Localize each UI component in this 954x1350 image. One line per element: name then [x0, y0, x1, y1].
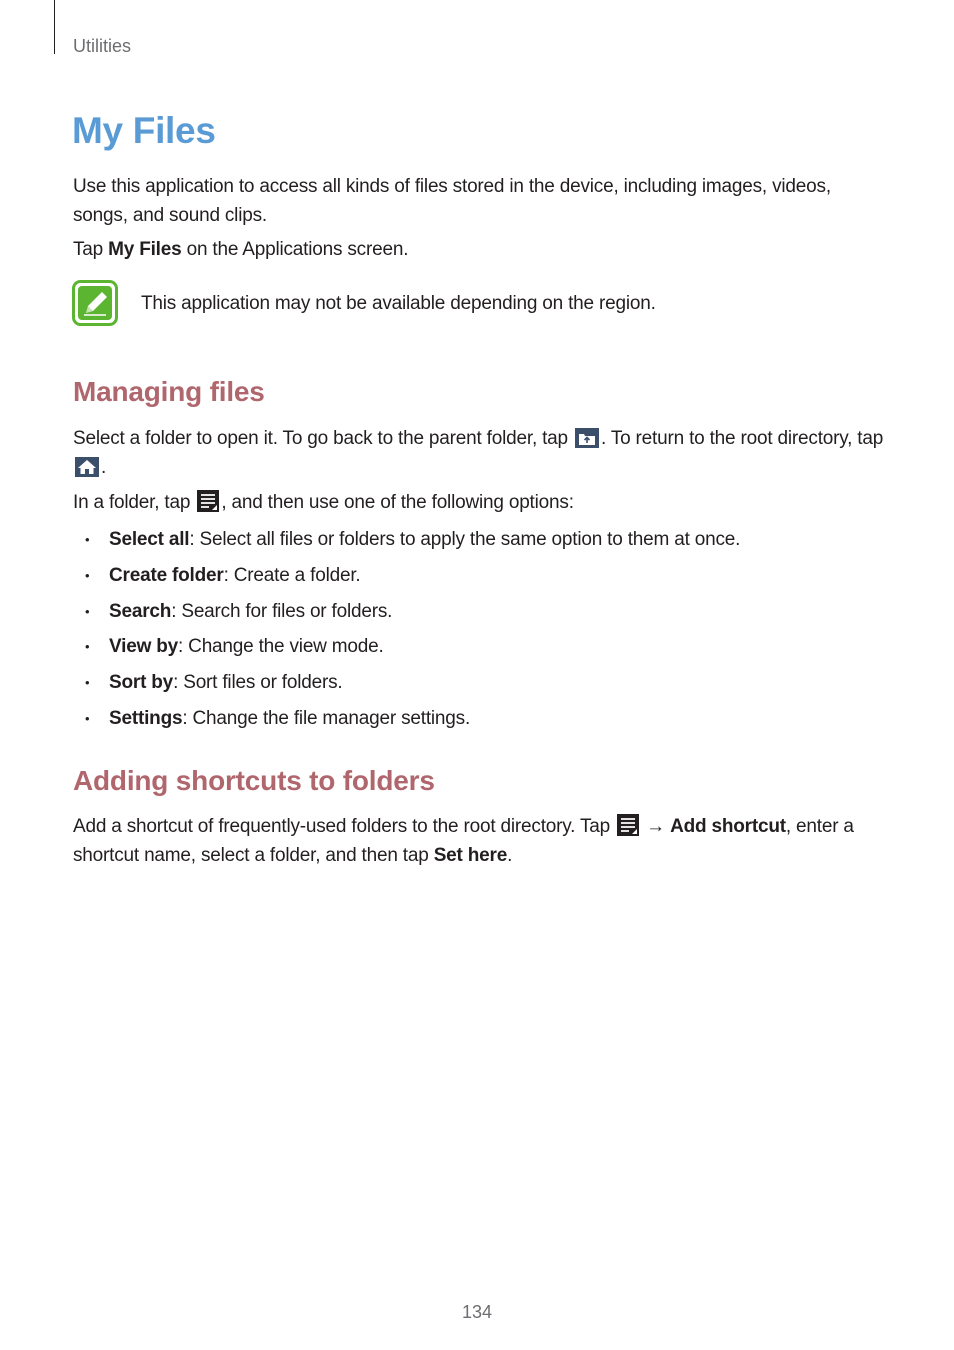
- list-item: • Settings: Change the file manager settings.: [85, 707, 471, 729]
- page-number: 134: [461, 1302, 493, 1322]
- page-title: My Files: [72, 110, 216, 151]
- note-text: This application may not be available depending on the region.: [141, 293, 656, 314]
- list-item: • Create folder: Create a folder.: [85, 564, 361, 586]
- menu-icon: [617, 814, 639, 836]
- list-item: • Select all: Select all files or folders to apply the same option to them at once.: [85, 529, 741, 550]
- shortcuts-paragraph: Add a shortcut of frequently-used folders to the root directory. Tap → Add shortcut, enter a shortcut name, select a folder, and then tap Set here.: [73, 816, 854, 866]
- list-item: • Sort by: Sort files or folders.: [85, 672, 343, 694]
- section-heading-shortcuts: Adding shortcuts to folders: [73, 765, 435, 796]
- managing-paragraph-2: In a folder, tap , and then use one of the following options:: [73, 492, 574, 513]
- options-list: [85, 525, 740, 740]
- menu-icon: [197, 490, 219, 512]
- header-rule: [54, 0, 55, 54]
- section-heading-managing: Managing files: [73, 376, 265, 407]
- tap-instruction: Tap My Files on the Applications screen.: [73, 239, 409, 260]
- chapter-label: Utilities: [73, 36, 132, 56]
- parent-folder-icon: [575, 428, 599, 448]
- list-item: • View by: Change the view mode.: [85, 636, 384, 658]
- managing-paragraph-1: Select a folder to open it. To go back to the parent folder, tap . To return to the root directory, tap .: [73, 428, 884, 478]
- list-item: • Search: Search for files or folders.: [85, 600, 393, 622]
- note-pencil-icon: [72, 280, 118, 326]
- home-icon: [75, 457, 99, 477]
- intro-paragraph: Use this application to access all kinds of files stored in the device, including images, videos, songs, and sound clips.: [73, 176, 831, 226]
- my-files-term: My Files: [108, 239, 182, 260]
